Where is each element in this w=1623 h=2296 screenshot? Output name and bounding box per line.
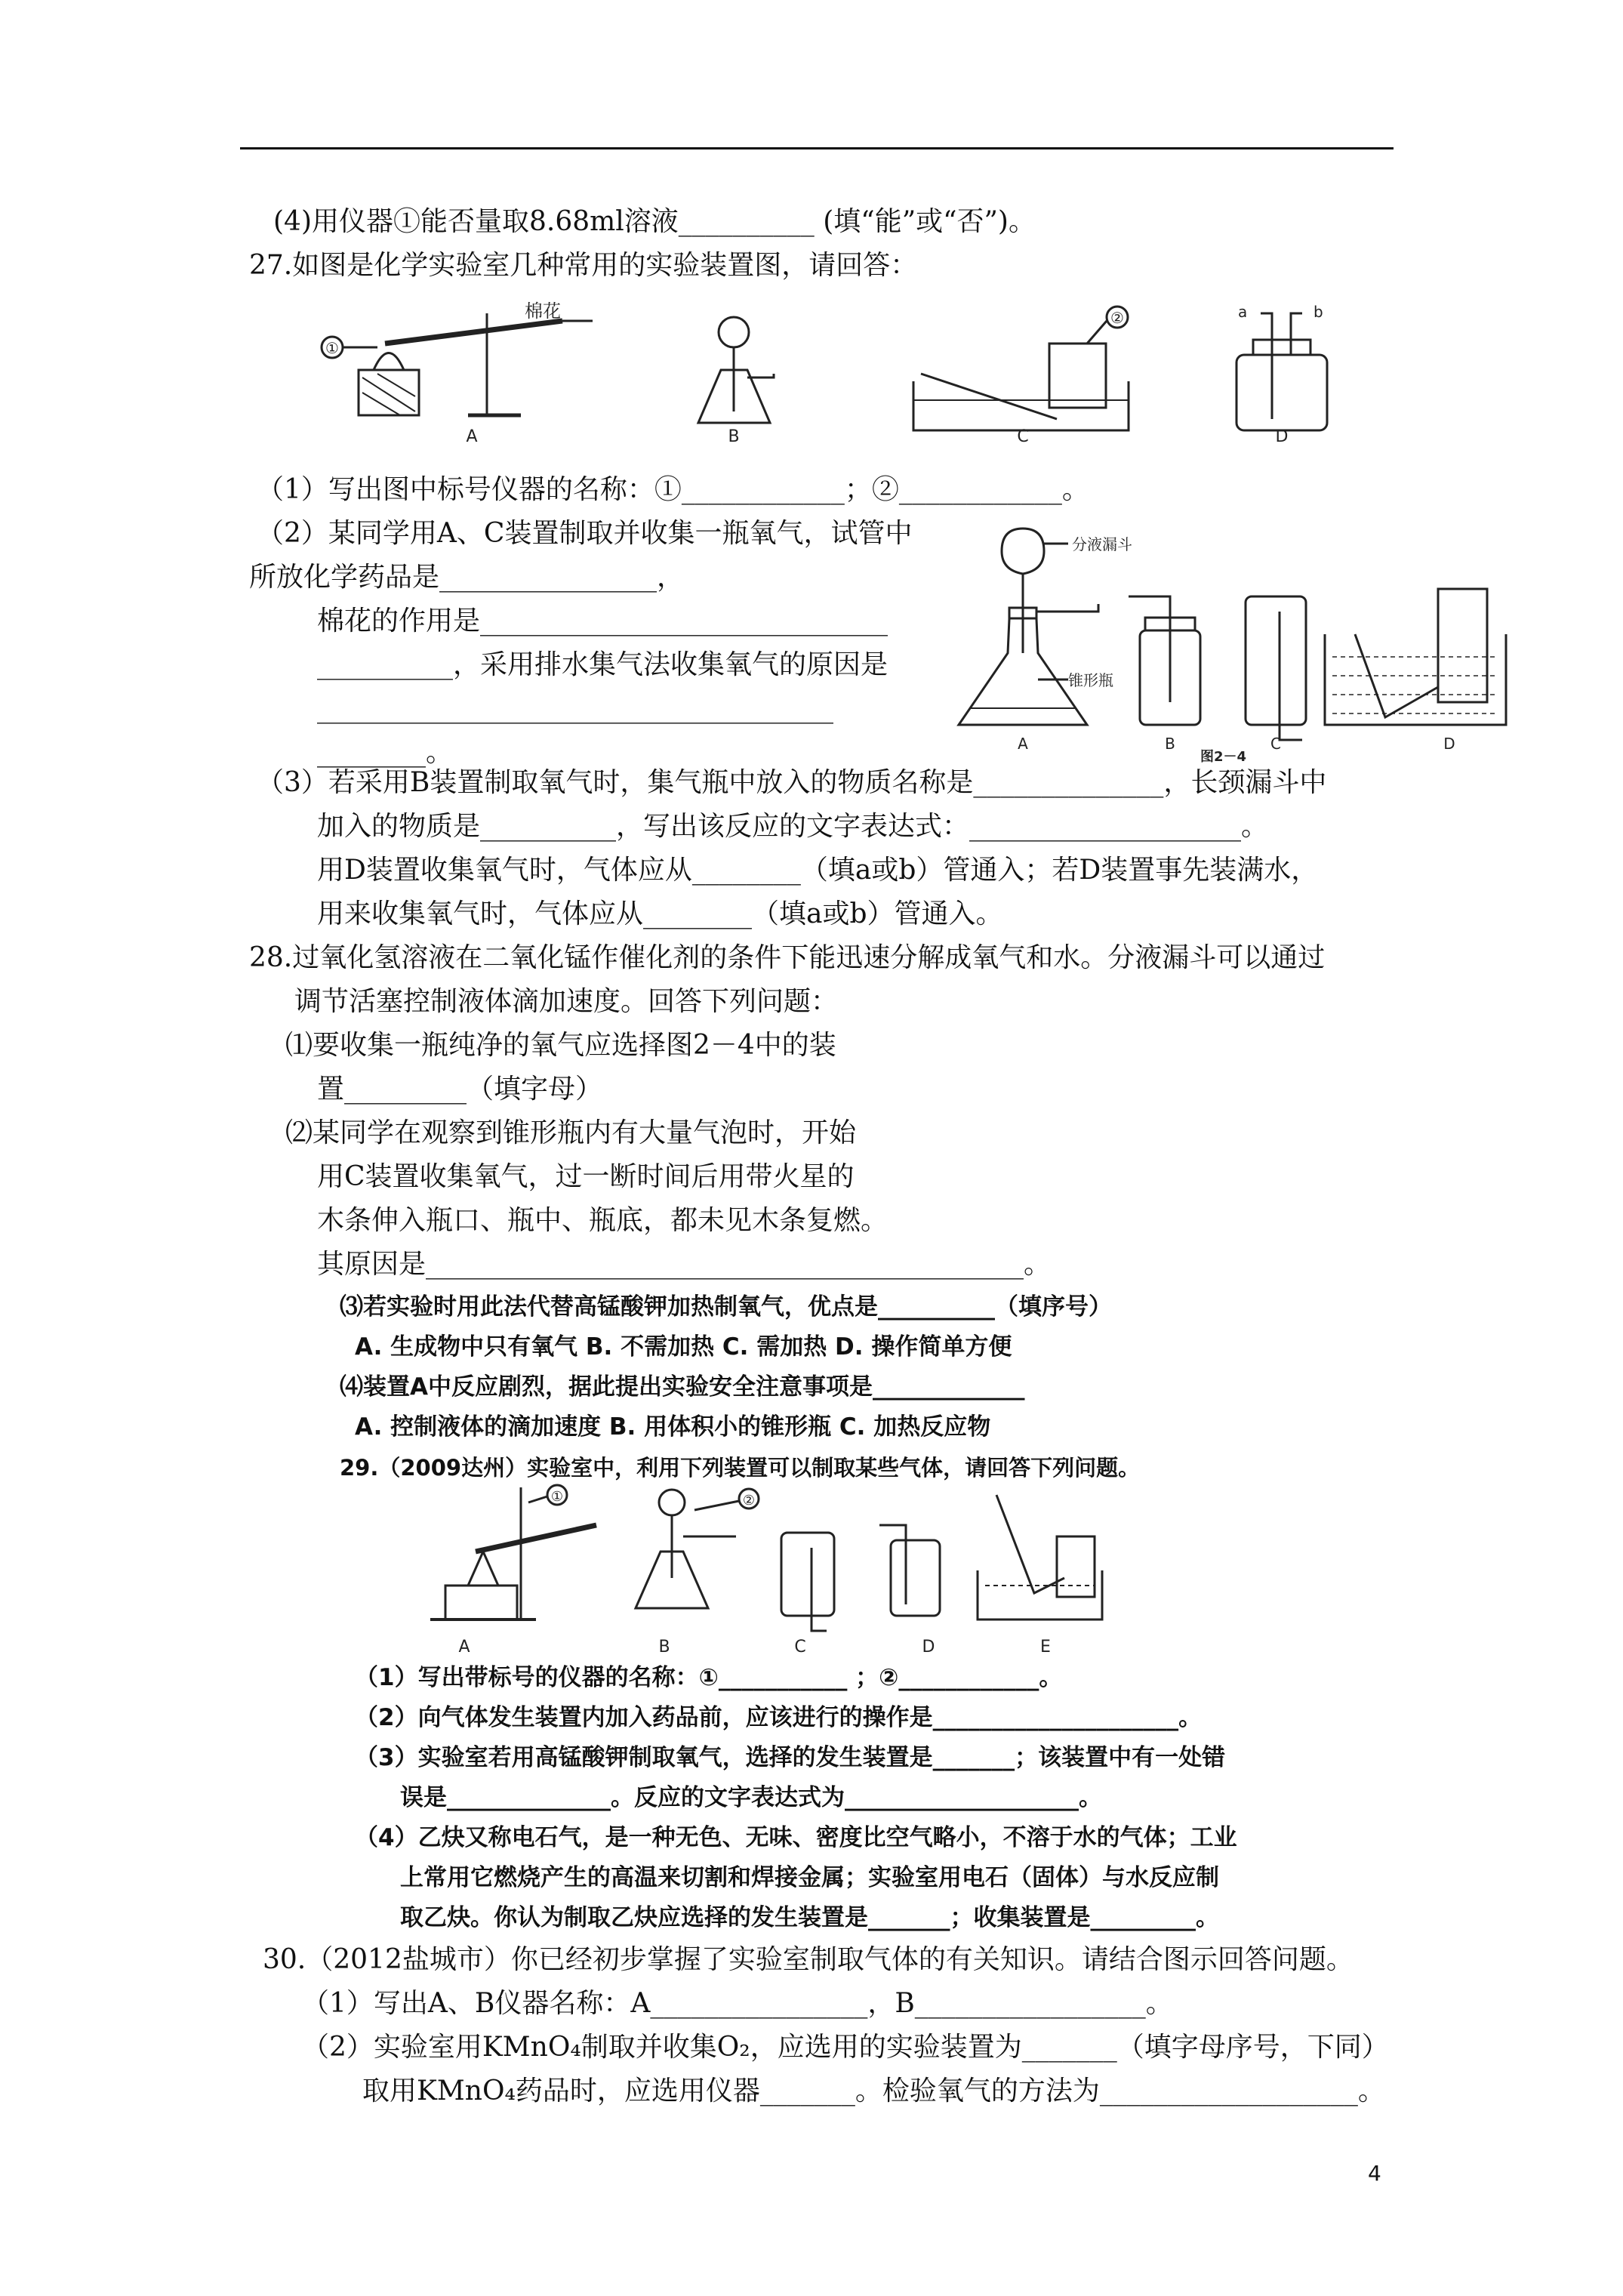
q26-part4: (4)用仪器①能否量取8.68ml溶液__________ (填“能”或“否”)。	[273, 206, 1036, 237]
q29-part3-line1: （3）实验室若用高锰酸钾制取氧气，选择的发生装置是_______；该装置中有一处错	[355, 1744, 1226, 1771]
fig29-label-e: E	[1040, 1638, 1051, 1657]
q27-part2-line5: ______________________________________	[317, 693, 833, 724]
fig27-apparatus-c	[913, 307, 1129, 430]
q30-part1: （1）写出A、B仪器名称：A________________，B_________________。	[302, 1988, 1173, 2019]
q28-part2-line4: 其原因是____________________________________________。	[317, 1249, 1052, 1280]
q28-part4-options: A. 控制液体的滴加速度 B. 用体积小的锥形瓶 C. 加热反应物	[355, 1413, 991, 1441]
q27-part1: （1）写出图中标号仪器的名称：①____________；②____________。	[257, 474, 1089, 505]
q27-part3-line2: 加入的物质是__________，写出该反应的文字表达式：____________________。	[317, 811, 1269, 842]
fig24-mark-funnel: 分液漏斗	[1072, 535, 1132, 553]
q29-part1: （1）写出带标号的仪器的名称：①___________ ；②____________。	[355, 1664, 1063, 1691]
q27-part2-line4: __________，采用排水集气法收集氧气的原因是	[317, 649, 888, 680]
q30-part2-line1: （2）实验室用KMnO₄制取并收集O₂，应选用的实验装置为_______（填字母序号，下同）	[302, 2032, 1389, 2063]
q29-part4-line1: （4）乙炔又称电石气，是一种无色、无味、密度比空气略小，不溶于水的气体；工业	[355, 1824, 1237, 1851]
q27-part3-line1: （3）若采用B装置制取氧气时，集气瓶中放入的物质名称是______________，长颈漏斗中	[257, 767, 1327, 798]
fig24-apparatus-a	[959, 529, 1132, 725]
fig29-apparatus	[423, 1480, 1230, 1657]
fig27-label-d: D	[1275, 427, 1289, 446]
q28-part4: ⑷装置A中反应剧烈，据此提出实验安全注意事项是_____________	[340, 1373, 1025, 1401]
fig29-mark-1: ①	[550, 1489, 564, 1505]
fig29-mark-2: ②	[742, 1493, 756, 1509]
fig24-mark-flask: 锥形瓶	[1068, 671, 1113, 689]
fig29-label-a: A	[458, 1638, 470, 1657]
q29-part2: （2）向气体发生装置内加入药品前，应该进行的操作是_____________________。	[355, 1704, 1203, 1731]
q28-intro: 调节活塞控制液体滴加速度。回答下列问题：	[294, 986, 839, 1017]
q28-part1-line2: 置_________（填字母）	[317, 1074, 603, 1105]
fig24-apparatus-b	[1129, 596, 1200, 725]
fig24-caption: 图2－4	[1200, 749, 1247, 765]
fig24-label-d: D	[1443, 735, 1455, 753]
fig29-label-c: C	[794, 1638, 806, 1657]
fig29-apparatus-b	[636, 1489, 759, 1608]
fig24-apparatus	[947, 521, 1510, 763]
fig29-label-d: D	[922, 1638, 935, 1657]
page-number: 4	[1368, 2161, 1381, 2186]
header-rule	[240, 147, 1394, 149]
q28-part2-line2: 用C装置收集氧气，过一断时间后用带火星的	[317, 1161, 855, 1192]
q30-part2-line2: 取用KMnO₄药品时，应选用仪器_______。检验氧气的方法为___________________。	[362, 2076, 1385, 2106]
fig29-label-b: B	[658, 1638, 670, 1657]
q27-title: 27.如图是化学实验室几种常用的实验装置图，请回答：	[249, 250, 918, 281]
fig27-mark-2: ②	[1110, 309, 1124, 327]
q28-part1-line1: ⑴要收集一瓶纯净的氧气应选择图2－4中的装	[285, 1030, 836, 1061]
q28-part3: ⑶若实验时用此法代替高锰酸钾加热制氧气，优点是__________（填序号）	[340, 1293, 1112, 1321]
fig27-mark-cotton: 棉花	[525, 300, 561, 322]
q28-title: 28.过氧化氢溶液在二氧化锰作催化剂的条件下能迅速分解成氧气和水。分液漏斗可以通过	[249, 942, 1326, 973]
q28-part3-options: A. 生成物中只有氧气 B. 不需加热 C. 需加热 D. 操作简单方便	[355, 1333, 1012, 1361]
fig27-mark-a: a	[1238, 303, 1248, 321]
fig24-label-c: C	[1270, 735, 1281, 753]
q27-part2-line3: 棉花的作用是______________________________	[317, 606, 888, 636]
fig24-label-b: B	[1165, 735, 1175, 753]
fig27-label-b: B	[728, 427, 740, 446]
fig27-mark-1: ①	[325, 339, 339, 357]
q29-part4-line2: 上常用它燃烧产生的高温来切割和焊接金属；实验室用电石（固体）与水反应制	[400, 1864, 1219, 1891]
q29-part3-line2: 误是______________。反应的文字表达式为____________________。	[400, 1784, 1102, 1811]
fig27-apparatus-a	[322, 300, 593, 415]
fig24-label-a: A	[1018, 735, 1028, 753]
fig24-apparatus-c	[1246, 596, 1306, 740]
fig27-apparatus-b	[698, 317, 774, 423]
fig29-apparatus-d	[879, 1525, 940, 1616]
fig29-apparatus-e	[978, 1495, 1102, 1620]
q28-part2-line1: ⑵某同学在观察到锥形瓶内有大量气泡时，开始	[285, 1117, 857, 1148]
q27-part2-line6: ________。	[317, 737, 454, 768]
q27-part2-line2: 所放化学药品是________________，	[249, 562, 685, 593]
fig27-mark-b: b	[1313, 303, 1323, 321]
fig27-label-a: A	[466, 427, 478, 446]
fig24-apparatus-d	[1325, 589, 1506, 725]
q29-part4-line3: 取乙炔。你认为制取乙炔应选择的发生装置是_______；收集装置是_________。	[400, 1904, 1219, 1931]
fig29-apparatus-c	[781, 1533, 834, 1631]
q27-part3-line3: 用D装置收集氧气时，气体应从________（填a或b）管通入；若D装置事先装满水，	[317, 855, 1319, 886]
fig27-apparatus	[302, 298, 1321, 445]
q30-title: 30.（2012盐城市）你已经初步掌握了实验室制取气体的有关知识。请结合图示回答问题。	[263, 1944, 1354, 1975]
q29-title: 29.（2009达州）实验室中，利用下列装置可以制取某些气体，请回答下列问题。	[340, 1455, 1141, 1481]
fig27-apparatus-d	[1236, 303, 1327, 430]
fig29-apparatus-a	[430, 1485, 596, 1620]
fig27-label-c: C	[1017, 427, 1029, 446]
q27-part3-line4: 用来收集氧气时，气体应从________（填a或b）管通入。	[317, 898, 1003, 929]
q27-part2-line1: （2）某同学用A、C装置制取并收集一瓶氧气，试管中	[257, 518, 913, 549]
q28-part2-line3: 木条伸入瓶口、瓶中、瓶底，都未见木条复燃。	[317, 1205, 888, 1236]
